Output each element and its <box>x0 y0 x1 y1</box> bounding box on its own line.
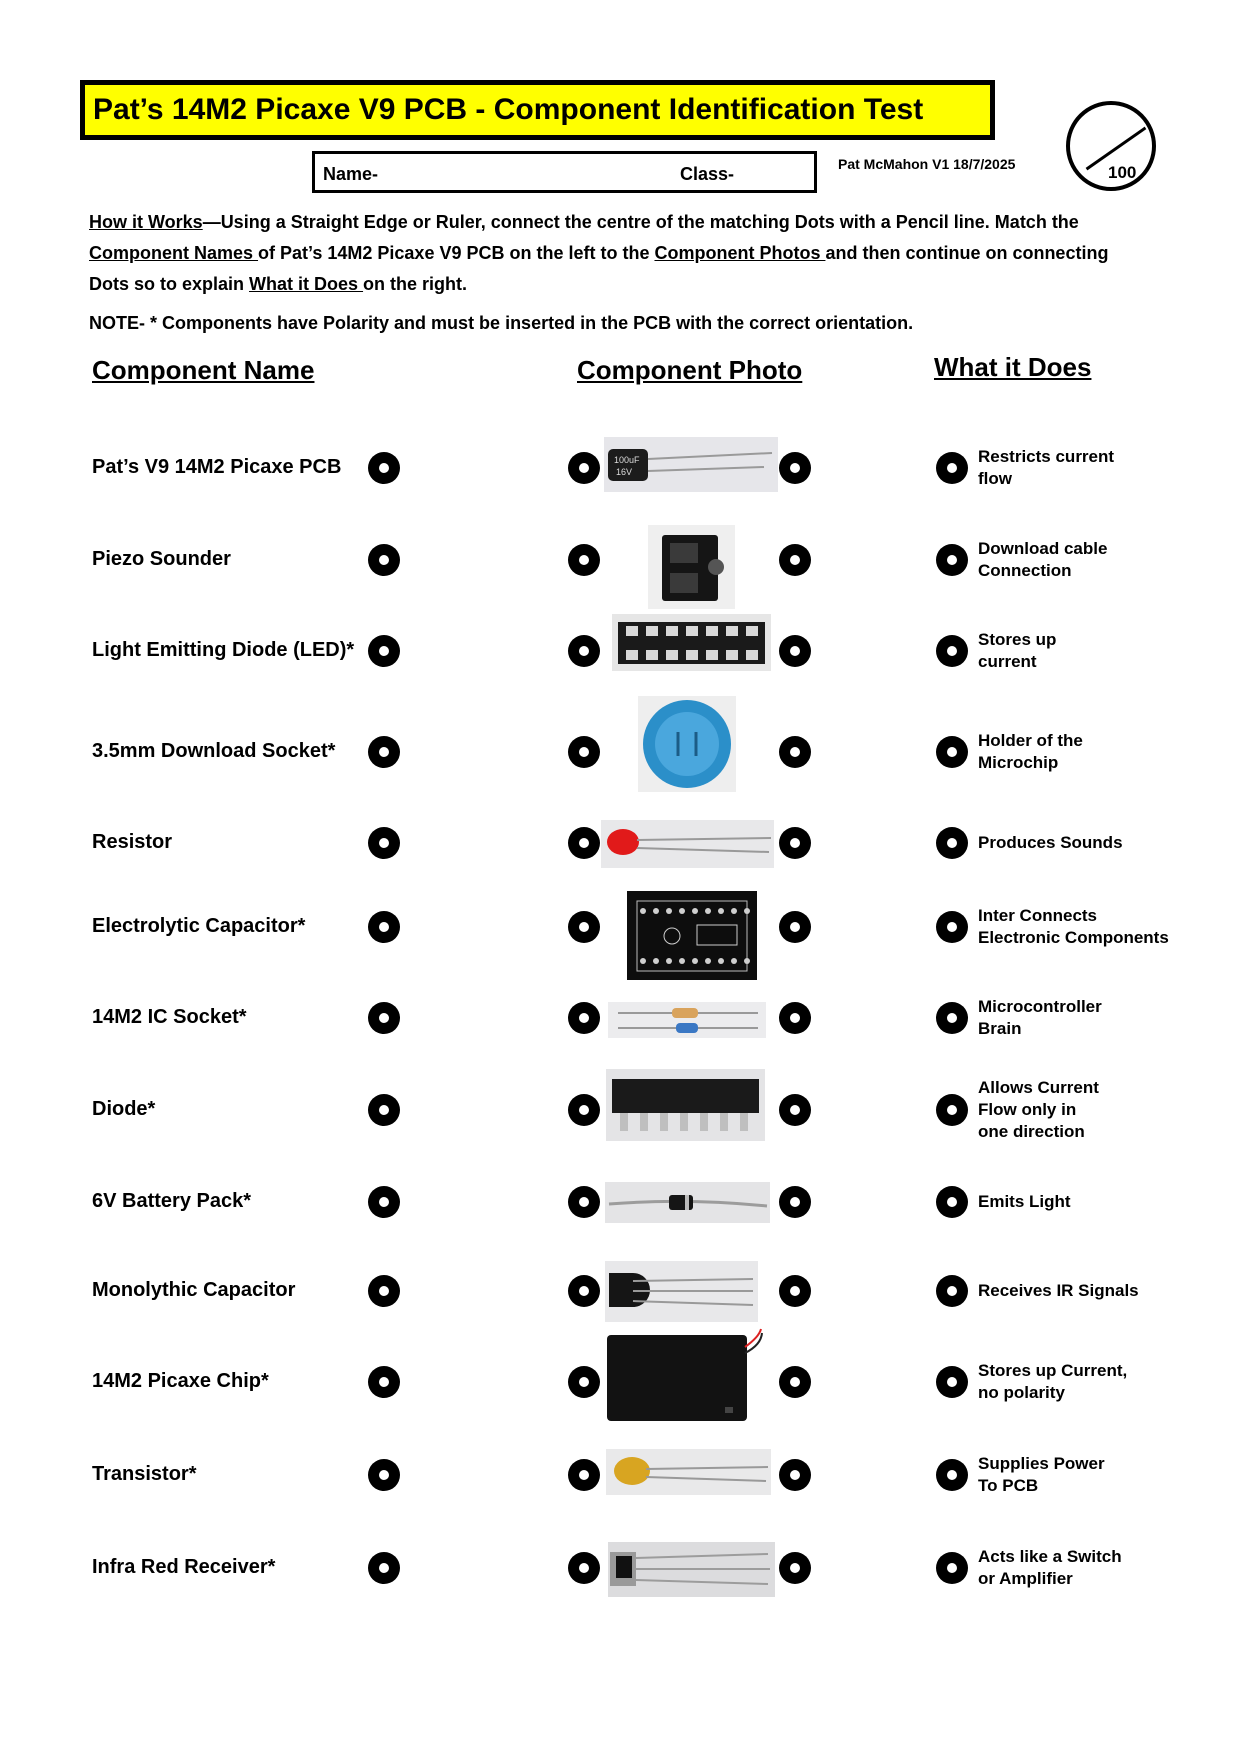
polarity-note: NOTE- * Components have Polarity and must be inserted in the PCB with the correct orientation. <box>89 313 914 333</box>
function-dot[interactable] <box>936 911 968 943</box>
function-text <box>978 1280 1139 1302</box>
left-dot[interactable] <box>368 544 400 576</box>
left-dot[interactable] <box>368 911 400 943</box>
monolythic-capacitor-photo <box>606 1449 771 1495</box>
component-name: Infra Red Receiver* <box>92 1556 276 1578</box>
function-dot[interactable] <box>936 452 968 484</box>
function-dot[interactable] <box>936 1366 968 1398</box>
photo-left-dot[interactable] <box>568 1002 600 1034</box>
electrolytic-capacitor-photo <box>604 437 778 492</box>
svg-text:16V: 16V <box>616 467 633 477</box>
photo-left-dot[interactable] <box>568 1459 600 1491</box>
function-line: Microcontroller <box>978 997 1102 1016</box>
function-line: Restricts current <box>978 447 1115 466</box>
function-line: Connection <box>978 561 1072 580</box>
function-line: current <box>978 652 1037 671</box>
left-dot[interactable] <box>368 452 400 484</box>
function-text <box>978 730 1083 774</box>
resistor-photo <box>608 1002 766 1038</box>
photo-left-dot[interactable] <box>568 1275 600 1307</box>
function-line: To PCB <box>978 1476 1039 1495</box>
photo-left-dot[interactable] <box>568 827 600 859</box>
function-line: or Amplifier <box>978 1569 1073 1588</box>
class-label: Class- <box>680 164 735 184</box>
function-dot[interactable] <box>936 1094 968 1126</box>
instructions-text-4: on the right. <box>363 274 468 294</box>
function-line: Flow only in <box>978 1100 1077 1119</box>
photo-right-dot[interactable] <box>779 1002 811 1034</box>
function-text <box>978 832 1123 854</box>
function-text <box>978 996 1102 1040</box>
photo-left-dot[interactable] <box>568 635 600 667</box>
photo-right-dot[interactable] <box>779 1186 811 1218</box>
led-photo <box>601 820 774 868</box>
column-heading-does: What it Does <box>934 352 1092 382</box>
transistor-photo <box>605 1261 758 1322</box>
function-dot[interactable] <box>936 1275 968 1307</box>
function-line: Brain <box>978 1019 1022 1038</box>
column-heading-photo: Component Photo <box>577 355 803 385</box>
photo-right-dot[interactable] <box>779 452 811 484</box>
photo-right-dot[interactable] <box>779 827 811 859</box>
function-line: Supplies Power <box>978 1454 1105 1473</box>
photo-left-dot[interactable] <box>568 1186 600 1218</box>
function-line: Stores up <box>978 630 1057 649</box>
photo-right-dot[interactable] <box>779 911 811 943</box>
function-dot[interactable] <box>936 1002 968 1034</box>
column-heading-name: Component Name <box>92 355 315 385</box>
score-total: 100 <box>1108 163 1137 182</box>
instructions-component-photos: Component Photos <box>654 243 826 263</box>
left-dot[interactable] <box>368 635 400 667</box>
photo-right-dot[interactable] <box>779 1275 811 1307</box>
component-name: 6V Battery Pack* <box>92 1190 251 1212</box>
left-dot[interactable] <box>368 1094 400 1126</box>
ir-receiver-photo <box>608 1542 775 1597</box>
component-name: Electrolytic Capacitor* <box>92 915 306 937</box>
left-dot[interactable] <box>368 1459 400 1491</box>
left-dot[interactable] <box>368 1002 400 1034</box>
photo-right-dot[interactable] <box>779 1366 811 1398</box>
function-text <box>978 1546 1122 1590</box>
function-dot[interactable] <box>936 635 968 667</box>
component-name: 14M2 IC Socket* <box>92 1006 247 1028</box>
left-dot[interactable] <box>368 1186 400 1218</box>
function-dot[interactable] <box>936 1186 968 1218</box>
function-line: Inter Connects <box>978 906 1098 925</box>
ic-socket-photo <box>612 614 771 671</box>
photo-left-dot[interactable] <box>568 452 600 484</box>
component-name: 14M2 Picaxe Chip* <box>92 1370 269 1392</box>
instructions-text-3: and then continue on connecting Dots so to explain <box>89 243 1109 294</box>
function-dot[interactable] <box>936 1459 968 1491</box>
function-dot[interactable] <box>936 827 968 859</box>
function-line: Microchip <box>978 753 1059 772</box>
instructions-text-2: of Pat’s 14M2 Picaxe V9 PCB on the left to the <box>258 243 655 263</box>
function-text <box>978 1077 1099 1143</box>
component-name: Diode* <box>92 1098 156 1120</box>
component-name: Monolythic Capacitor <box>92 1279 296 1301</box>
piezo-sounder-photo <box>638 696 736 792</box>
component-name: Resistor <box>92 831 173 853</box>
function-dot[interactable] <box>936 544 968 576</box>
function-text <box>978 538 1107 582</box>
page-title: Pat’s 14M2 Picaxe V9 PCB - Component Identification Test <box>80 80 995 140</box>
photo-left-dot[interactable] <box>568 736 600 768</box>
download-socket-photo <box>648 525 735 609</box>
function-line: Receives IR Signals <box>978 1281 1139 1300</box>
left-dot[interactable] <box>368 1366 400 1398</box>
component-name: Pat’s V9 14M2 Picaxe PCB <box>92 456 342 478</box>
function-text <box>978 1453 1105 1497</box>
function-text <box>978 446 1114 490</box>
component-name: Piezo Sounder <box>92 548 231 570</box>
function-dot[interactable] <box>936 736 968 768</box>
photo-right-dot[interactable] <box>779 1459 811 1491</box>
component-name: Light Emitting Diode (LED)* <box>92 639 355 661</box>
photo-right-dot[interactable] <box>779 544 811 576</box>
function-line: Emits Light <box>978 1192 1071 1211</box>
name-class-box <box>312 151 817 193</box>
photo-left-dot[interactable] <box>568 1094 600 1126</box>
function-text <box>978 1191 1071 1213</box>
instructions-component-names: Component Names <box>89 243 259 263</box>
photo-left-dot[interactable] <box>568 544 600 576</box>
photo-left-dot[interactable] <box>568 911 600 943</box>
left-dot[interactable] <box>368 736 400 768</box>
photo-left-dot[interactable] <box>568 1552 600 1584</box>
left-dot[interactable] <box>368 1552 400 1584</box>
function-text <box>978 905 1169 949</box>
instructions-text-1: —Using a Straight Edge or Ruler, connect the centre of the matching Dots with a Pencil line. Match the <box>202 212 1079 232</box>
picaxe-chip-photo <box>606 1069 765 1141</box>
function-line: Holder of the <box>978 731 1083 750</box>
score-circle <box>1066 101 1156 191</box>
svg-text:100uF: 100uF <box>614 455 640 465</box>
instructions <box>89 207 1149 300</box>
photo-right-dot[interactable] <box>779 1552 811 1584</box>
author-version: Pat McMahon V1 18/7/2025 <box>838 156 1016 172</box>
function-line: Electronic Components <box>978 928 1169 947</box>
function-line: Acts like a Switch <box>978 1547 1122 1566</box>
function-line: Stores up Current, <box>978 1361 1128 1380</box>
photo-right-dot[interactable] <box>779 736 811 768</box>
photo-right-dot[interactable] <box>779 635 811 667</box>
left-dot[interactable] <box>368 827 400 859</box>
function-line: one direction <box>978 1122 1085 1141</box>
function-line: Produces Sounds <box>978 833 1123 852</box>
function-line: flow <box>978 469 1012 488</box>
left-dot[interactable] <box>368 1275 400 1307</box>
function-text <box>978 629 1056 673</box>
function-line: Download cable <box>978 539 1108 558</box>
how-it-works-label: How it Works <box>89 212 203 232</box>
component-name: 3.5mm Download Socket* <box>92 740 336 762</box>
component-name: Transistor* <box>92 1463 197 1485</box>
function-line: Allows Current <box>978 1078 1099 1097</box>
function-text <box>978 1360 1127 1404</box>
function-dot[interactable] <box>936 1552 968 1584</box>
function-line: no polarity <box>978 1383 1065 1402</box>
battery-pack-photo <box>605 1327 763 1423</box>
diode-photo <box>605 1182 770 1223</box>
photo-right-dot[interactable] <box>779 1094 811 1126</box>
pcb-photo <box>627 891 757 980</box>
instructions-what-it-does: What it Does <box>249 274 364 294</box>
name-label: Name- <box>323 164 379 184</box>
photo-left-dot[interactable] <box>568 1366 600 1398</box>
